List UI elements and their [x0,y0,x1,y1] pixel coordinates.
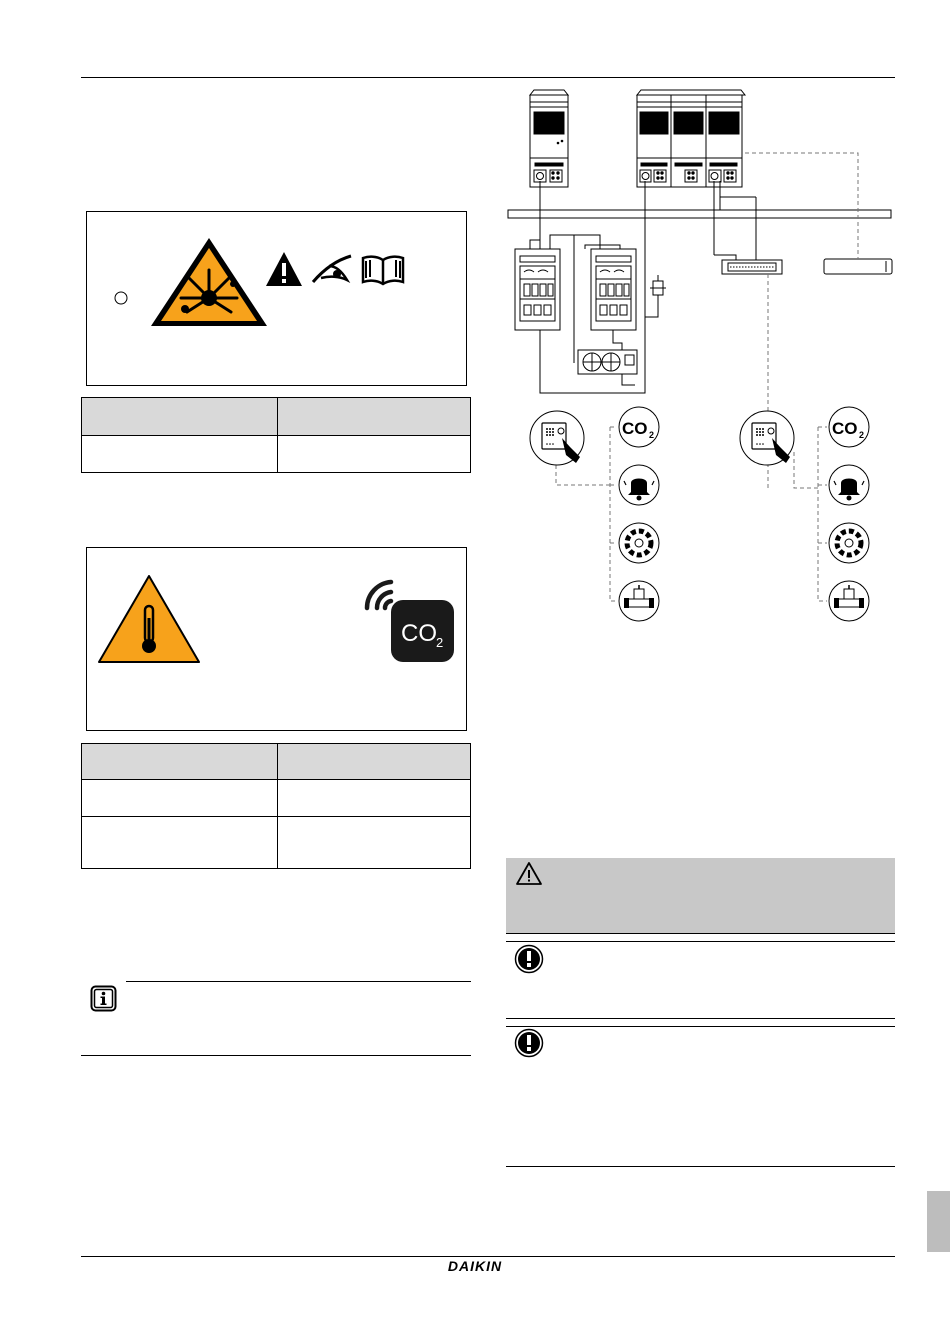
control-panel-right [740,411,794,465]
caution-note-1-top-rule [506,941,895,942]
header-rule [81,77,895,78]
table-row [82,744,471,780]
table-cell [278,780,471,817]
co2-text-left: CO [622,419,648,438]
caution-note-1-bottom-rule [506,1018,895,1019]
info-icon [90,985,117,1012]
table-cell [82,780,278,817]
temperature-co2-label-box [86,547,467,731]
fan-icon [619,523,659,563]
expansion-valve [645,275,666,317]
table-cell [82,436,278,473]
co2-sensor-left [619,407,659,447]
system-diagram [500,85,900,630]
co2-text: CO [401,620,437,647]
co2-subscript-text: 2 [436,635,444,650]
valve-icon [829,581,869,621]
table-header-cell [82,398,278,436]
indoor-unit [722,260,782,274]
table-header-cell [82,744,278,780]
co2-sensor-right [829,407,869,447]
outdoor-unit-1 [530,90,568,187]
co2-text-right: CO [832,419,858,438]
co2-sensor-icon [361,572,457,664]
explosive-label-box [86,211,467,386]
manual-book-icon [361,254,405,286]
warning-triangle-icon [265,250,303,288]
showcase-cabinet-1 [515,249,560,330]
chapter-side-tab [927,1191,950,1252]
table-row [82,398,471,436]
control-panel-left [530,411,584,465]
condensing-unit [578,350,637,374]
table-header-cell [278,744,471,780]
controller-unit [824,259,892,274]
table-row [82,436,471,473]
explosive-warning-icon [149,236,269,328]
showcase-cabinet-2 [591,249,636,330]
exclamation-circle-icon [514,1028,544,1058]
table-temperature [81,743,471,869]
table-cell [278,817,471,869]
warning-box [506,858,895,933]
table-cell [82,817,278,869]
alarm-bell-icon [829,465,869,505]
main-pipe [508,210,891,218]
info-note-top-rule [126,981,471,982]
co2-subscript-left: 2 [649,430,655,440]
warning-box-bottom-rule [506,933,895,934]
eye-icon [311,252,353,286]
valve-icon [619,581,659,621]
table-row [82,817,471,869]
co2-subscript-right: 2 [859,430,865,440]
footer-rule [81,1256,895,1257]
brand-logo-text: DAIKIN [447,1258,503,1274]
caution-note-2-bottom-rule [506,1166,895,1167]
table-explosive [81,397,471,473]
fan-icon [829,523,869,563]
exclamation-circle-icon [514,944,544,974]
radio-circle-icon [114,291,128,305]
brand-logo [0,1258,950,1276]
temperature-warning-icon [97,574,201,666]
table-cell [278,436,471,473]
table-row [82,780,471,817]
warning-icon [515,861,543,886]
outdoor-unit-group [637,90,745,187]
info-note-bottom-rule [81,1055,471,1056]
alarm-bell-icon [619,465,659,505]
table-header-cell [278,398,471,436]
caution-note-2-top-rule [506,1026,895,1027]
